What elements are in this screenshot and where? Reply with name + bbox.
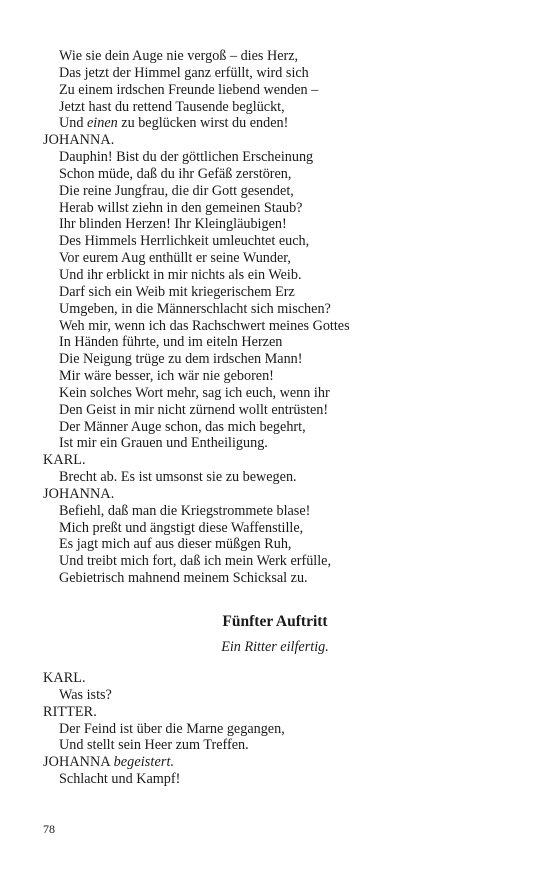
verse-line: [43, 115, 523, 132]
text-segment: JOHANNA: [43, 754, 114, 771]
speaker-name: KARL.: [43, 452, 86, 469]
verse-line: Kein solches Wort mehr, sag ich euch, wenn ihr: [59, 384, 330, 401]
text-block-top: [43, 48, 523, 587]
verse-line: Mich preßt und ängstigt diese Waffenstille,: [59, 519, 304, 536]
verse-line: Des Himmels Herrlichkeit umleuchtet euch,: [59, 233, 310, 250]
scene-title: Fünfter Auftritt: [222, 613, 328, 630]
verse-line: Der Feind ist über die Marne gegangen,: [59, 720, 285, 737]
verse-line: In Händen führte, und im eiteln Herzen: [59, 334, 283, 351]
verse-line: Der Männer Auge schon, das mich begehrt,: [59, 418, 306, 435]
stage-direction: Ein Ritter eilfertig.: [221, 639, 329, 655]
verse-line: Die reine Jungfrau, die dir Gott gesendet,: [59, 182, 294, 199]
speaker-name: JOHANNA.: [43, 132, 115, 149]
verse-line: Umgeben, in die Männerschlacht sich mischen?: [59, 300, 331, 317]
verse-line: Und ihr erblickt in mir nichts als ein Weib.: [59, 266, 302, 283]
verse-line: Darf sich ein Weib mit kriegerischem Erz: [59, 283, 295, 300]
verse-line: Gebietrisch mahnend meinem Schicksal zu.: [59, 570, 308, 587]
text-segment: zu beglücken wirst du enden!: [117, 115, 289, 132]
verse-line: Den Geist in mir nicht zürnend wollt entrüsten!: [59, 401, 329, 418]
page-number: 78: [43, 822, 55, 836]
verse-line: Ist mir ein Grauen und Entheiligung.: [59, 435, 268, 452]
verse-line: Ihr blinden Herzen! Ihr Kleingläubigen!: [59, 216, 287, 233]
text-block-bottom: [43, 670, 523, 788]
verse-line: Dauphin! Bist du der göttlichen Erscheinung: [59, 149, 314, 166]
verse-line: Wie sie dein Auge nie vergoß – dies Herz,: [59, 48, 299, 64]
verse-line: Und stellt sein Heer zum Treffen.: [59, 737, 249, 754]
verse-line: Zu einem irdschen Freunde liebend wenden –: [59, 81, 319, 98]
speaker-name: KARL.: [43, 670, 86, 686]
verse-line: Es jagt mich auf aus dieser müßgen Ruh,: [59, 536, 292, 553]
speaker-name: JOHANNA.: [43, 485, 115, 502]
verse-line: Und treibt mich fort, daß ich mein Werk erfülle,: [59, 553, 332, 570]
verse-line: Weh mir, wenn ich das Rachschwert meines Gottes: [59, 317, 350, 334]
verse-line: Befiehl, daß man die Kriegstrommete blase!: [59, 502, 311, 519]
verse-line: Schlacht und Kampf!: [59, 771, 181, 788]
emphasis: begeistert.: [113, 754, 175, 771]
speaker-name: [43, 754, 523, 771]
verse-line: Das jetzt der Himmel ganz erfüllt, wird sich: [59, 64, 309, 81]
verse-line: Schon müde, daß du ihr Gefäß zerstören,: [59, 165, 292, 182]
verse-line: Jetzt hast du rettend Tausende beglückt,: [59, 98, 285, 115]
text-segment: Und: [59, 115, 87, 132]
verse-line: Brecht ab. Es ist umsonst sie zu bewegen.: [59, 469, 297, 486]
verse-line: Die Neigung trüge zu dem irdschen Mann!: [59, 351, 303, 368]
verse-line: Was ists?: [59, 686, 112, 703]
verse-line: Vor eurem Aug enthüllt er seine Wunder,: [59, 250, 291, 267]
verse-line: Mir wäre besser, ich wär nie geboren!: [59, 368, 274, 385]
speaker-name: RITTER.: [43, 703, 97, 720]
emphasis: einen: [86, 115, 118, 132]
verse-line: Herab willst ziehn in den gemeinen Staub?: [59, 199, 303, 216]
